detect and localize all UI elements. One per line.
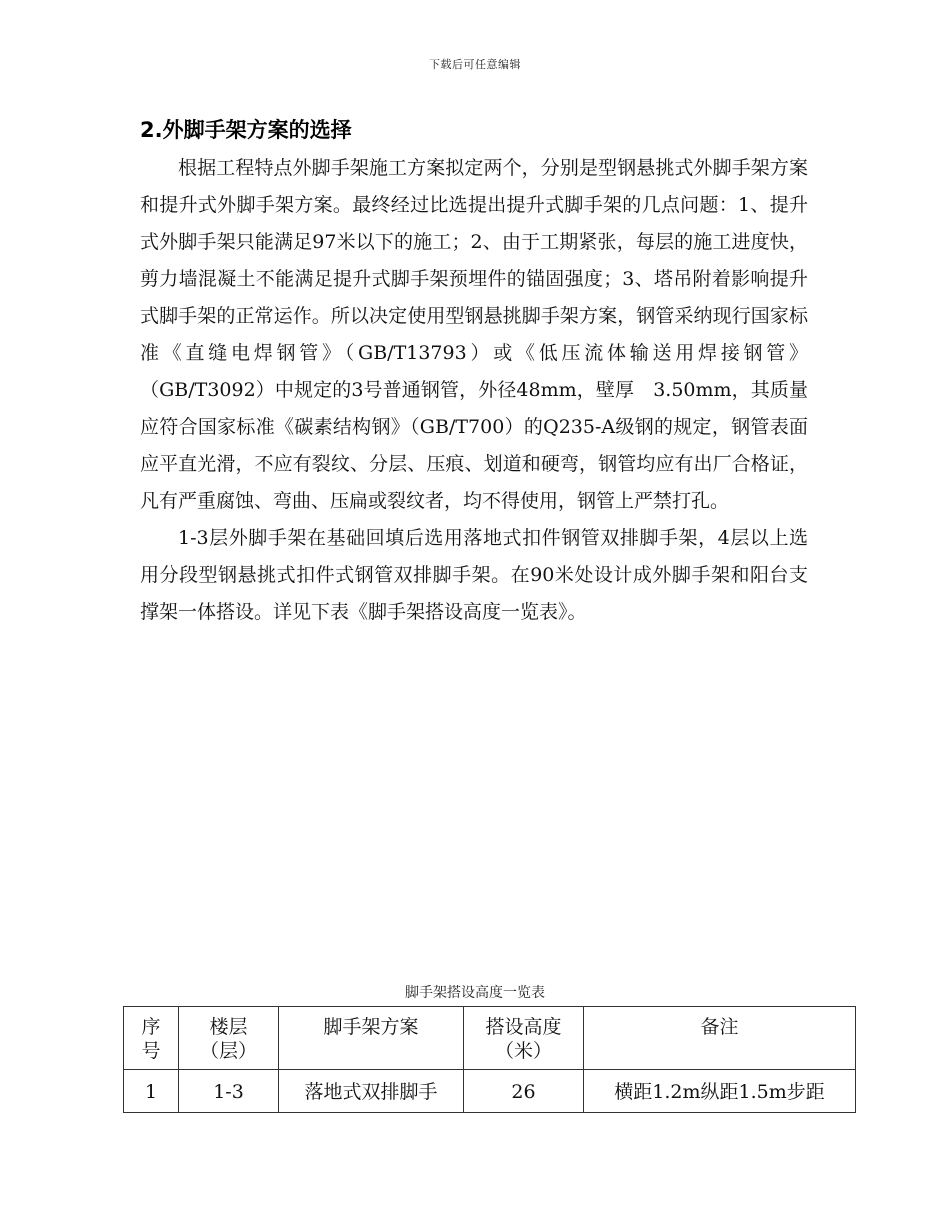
header-line: （层） [199,1040,257,1062]
page-header: 下载后可任意编辑 [429,58,521,71]
header-line: 号 [141,1040,161,1062]
cell-floor: 1-3 [179,1070,279,1113]
cell-remarks: 横距1.2m纵距1.5m步距 [584,1070,856,1113]
header-line: 脚手架方案 [323,1016,419,1038]
paragraph: 根据工程特点外脚手架施工方案拟定两个，分别是型钢悬挑式外脚手架方案和提升式外脚手架方案。最终经过比选提出提升式脚手架的几点问题：1、提升式外脚手架只能满足97米以下的施工；2、由于工期紧张，每层的施工进度快，剪力墙混凝土不能满足提升式脚手架预埋件的锚固强度；3、塔吊附着影响提升式脚手架的正常运作。所以决定使用型钢悬挑脚手架方案，钢管采纳现行国家标准《直缝电焊钢管》（GB/T13793）或《低压流体输送用焊接钢管》（GB/T3092）中规定的3号普通钢管，外径48mm，壁厚 3.50mm，其质量应符合国家标准《碳素结构钢》（GB/T700）的Q235-A级钢的规定，钢管表面应平直光滑，不应有裂纹、分层、压痕、划道和硬弯，钢管均应有出厂合格证，凡有严重腐蚀、弯曲、压扁或裂纹者，均不得使用，钢管上严禁打孔。 [140,157,808,512]
scaffold-height-table [123,1006,856,1113]
col-header-floor [179,1007,279,1070]
header-line: 备注 [700,1016,739,1038]
header-line: 序 [141,1016,161,1038]
cell-height: 26 [464,1070,584,1113]
header-line: 搭设高度 [485,1016,562,1038]
table-row [124,1070,856,1113]
col-header-remarks [584,1007,856,1070]
header-line: （米） [494,1040,552,1062]
cell-plan: 落地式双排脚手 [279,1070,464,1113]
header-line: 楼层 [209,1016,248,1038]
col-header-height [464,1007,584,1070]
table-header-row [124,1007,856,1070]
col-header-plan [279,1007,464,1070]
body-text [140,150,808,631]
cell-index: 1 [124,1070,179,1113]
section-heading: 2.外脚手架方案的选择 [140,118,352,142]
paragraph: 1-3层外脚手架在基础回填后选用落地式扣件钢管双排脚手架，4层以上选用分段型钢悬挑式扣件式钢管双排脚手架。在90米处设计成外脚手架和阳台支撑架一体搭设。详见下表《脚手架搭设高度一览表》。 [140,527,808,623]
table-caption: 脚手架搭设高度一览表 [405,985,545,1001]
col-header-index [124,1007,179,1070]
